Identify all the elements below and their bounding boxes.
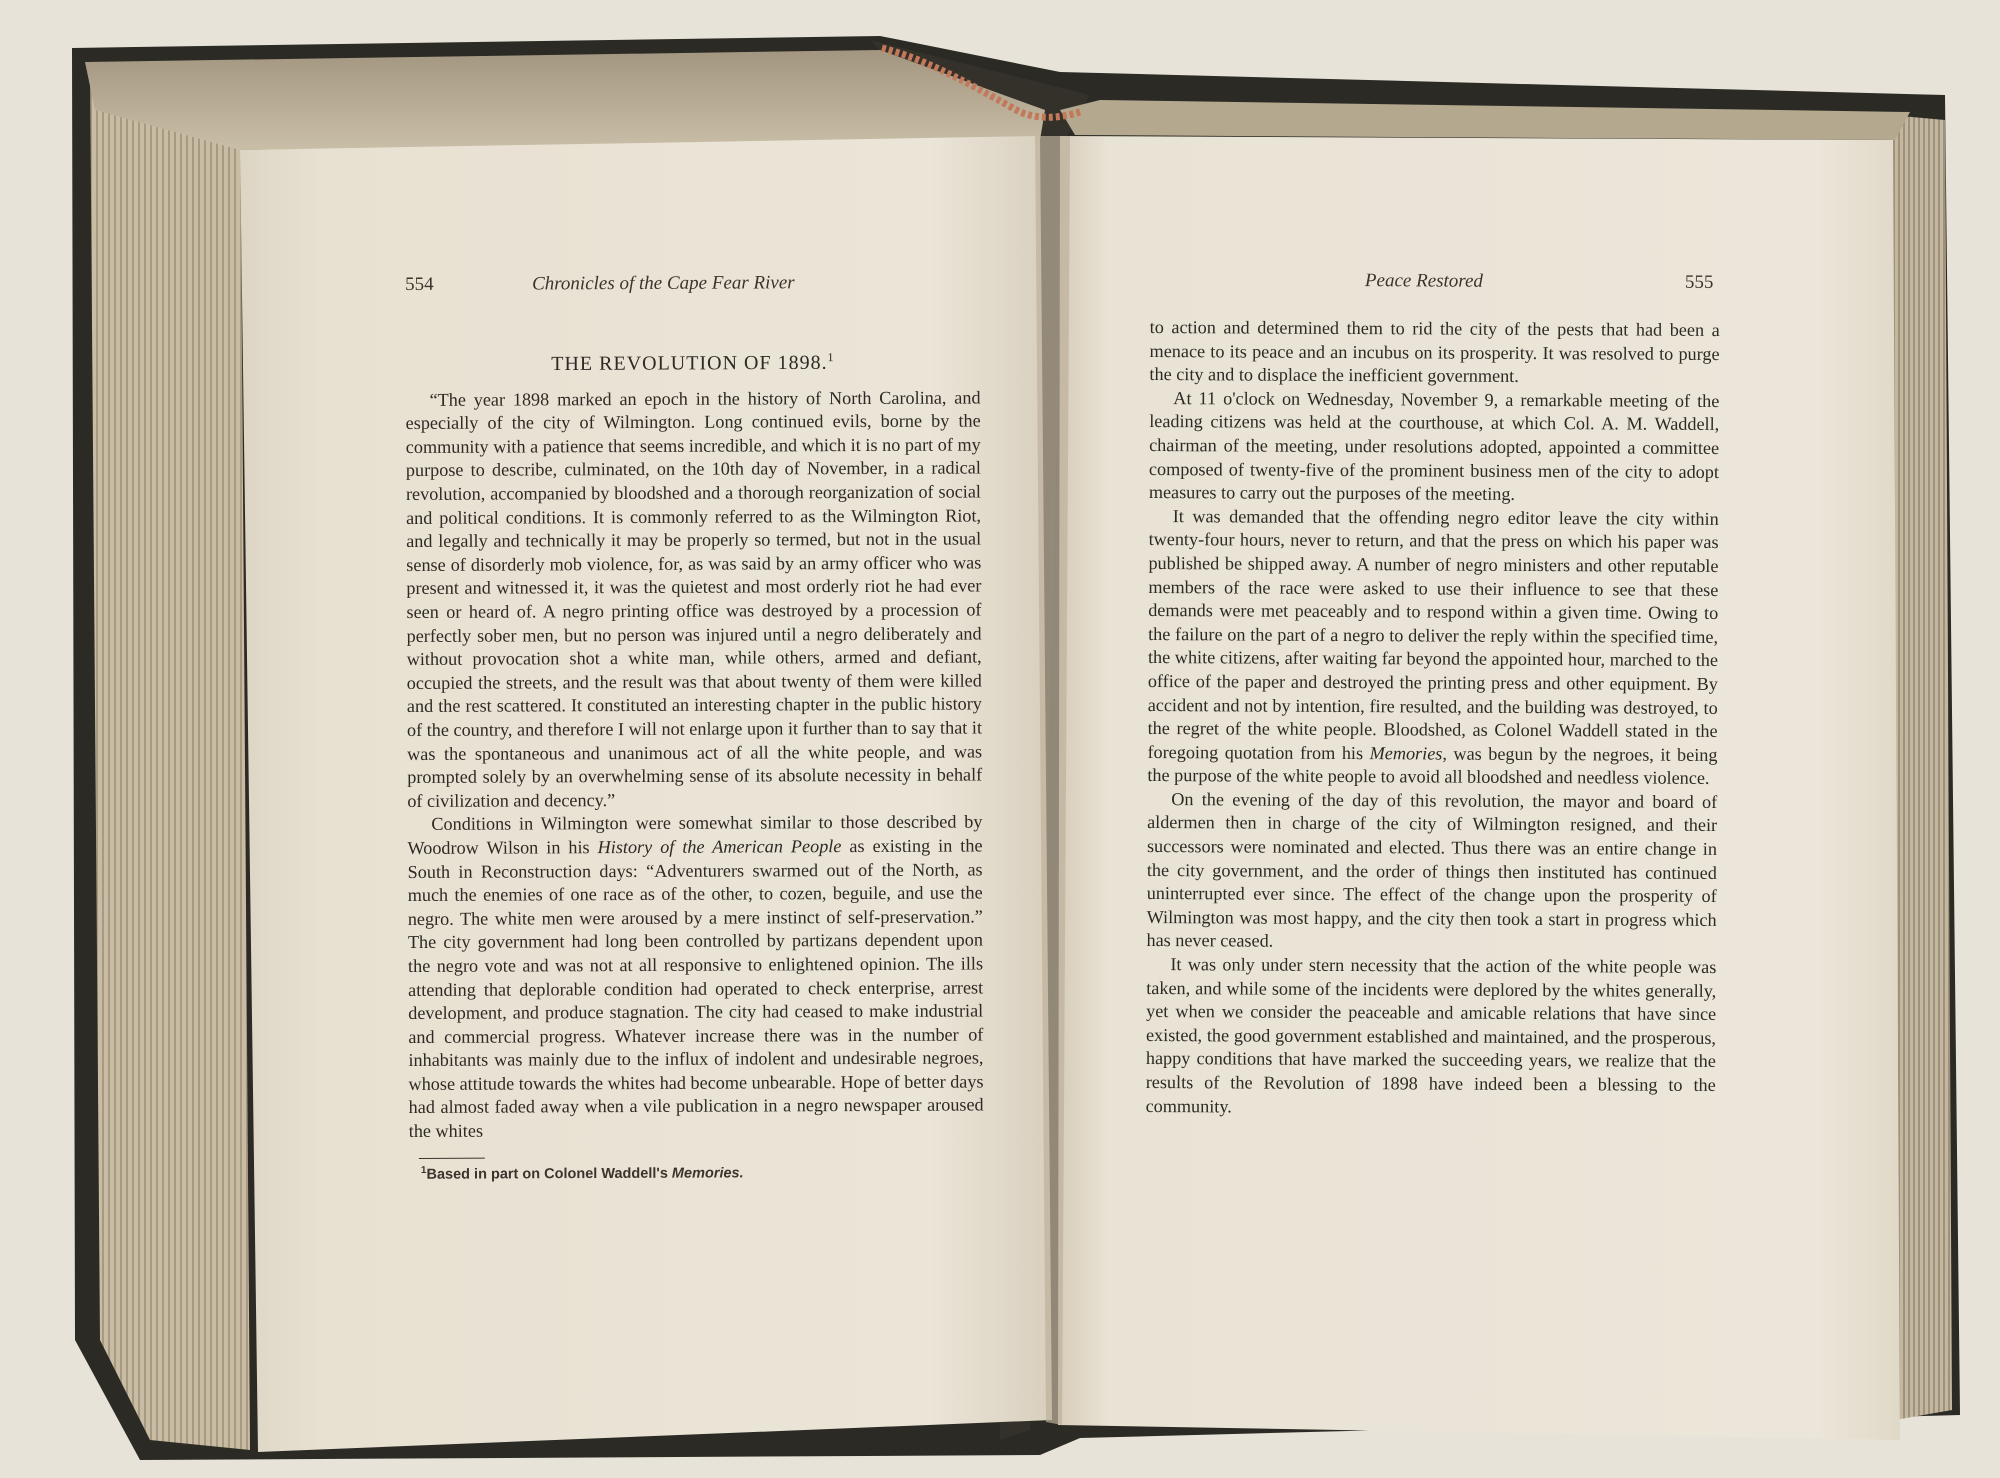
right-paragraph-2: At 11 o'clock on Wednesday, November 9, a remarkable meeting of the leading citizens was held at the courthouse, at which Col. A. M. Waddell, chairman of the meeting, under resolutions adopted, appointed a committee composed of twenty-five of the prominent business men of the city to adopt measures to carry out the purposes of the meeting. [1148, 387, 1720, 505]
left-paragraph-2-italic: History of the American People [597, 836, 842, 858]
left-page-number: 554 [405, 273, 434, 295]
left-top-edge [85, 50, 1045, 150]
right-page-number: 555 [1684, 271, 1714, 293]
left-paragraph-1: “The year 1898 marked an epoch in the history of North Carolina, and especially of the city of Wilmington. Long continued evils, borne by the community with a patience that seems incredible, and which it is no part of my purpose to describe, culminated, on the 10th day of November, in a radical revolution, accompanied by bloodshed and a thorough reorganization of social and political conditions. It is commonly referred to as the Wilmington Riot, and legally and technically it may be properly so termed, but not in the usual sense of disorderly mob violence, for, as was said by an army officer who was present and witnessed it, it was the quietest and most orderly riot he had ever seen or heard of. A negro printing office was destroyed by a procession of perfectly sober men, but no person was injured until a negro deliberately and without provocation shot a white man, while others, armed and defiant, occupied the streets, and the result was that about twenty of them were killed and the rest scattered. It constituted an interesting chapter in the public history of the country, and therefore I will not enlarge upon it further than to say that it was the spontaneous and unanimous act of all the white people, and was prompted solely by an overwhelming sense of its absolute necessity in behalf of civilization and decency.” [405, 387, 983, 811]
left-paragraph-2-a: Conditions in Wilmington were somewhat similar to those described by Woodrow Wilson in his [407, 811, 983, 858]
left-paragraph-2-b: as existing in the South in Reconstruction days: “Adventurers swarmed out of the North, as much the enemies of one race as of the other, to cozen, beguile, and use the negro. The white men were aroused by a mere instinct of self-preservation.” The city government had long been controlled by partizans dependent upon the negro vote and was not at all responsive to enlightened opinion. The ills attending that deplorable condition had operated to check enterprise, arrest development, and produce stagnation. The city had ceased to make industrial and commercial progress. Whatever increase there was in the number of inhabitants was mainly due to the influx of indolent and undesirable negroes, whose attitude towards the whites had become unbearable. Hope of better days had almost faded away when a vile publication in a negro newspaper aroused the whites [407, 835, 984, 1142]
footnote-mark: 1 [420, 1164, 427, 1176]
right-paragraph-1: to action and determined them to rid the city of the pests that had been a menace to its peace and an incubus on its prosperity. It was resolved to purge the city and to displace the inefficient government. [1149, 316, 1720, 387]
right-paragraph-3-italic: Memories, [1369, 742, 1447, 764]
right-page-text [1146, 272, 1720, 1121]
right-paragraph-4: On the evening of the day of this revolution, the mayor and board of aldermen then in charge of the city of Wilmington resigned, and their successors were nominated and elected. Thus there was an entire change in the city government, and the order of things then instituted has continued uninterrupted ever since. The effect of the change upon the prosperity of Wilmington was most happy, and the city then took a start in progress which has never ceased. [1146, 788, 1718, 952]
footnote-text: Based in part on Colonel Waddell's [426, 1165, 672, 1183]
left-running-title: Chronicles of the Cape Fear River [531, 272, 795, 295]
chapter-title [405, 349, 980, 376]
right-paragraph-3 [1147, 505, 1718, 791]
left-page-stack [90, 70, 250, 1450]
right-paragraph-5: It was only under stern necessity that the action of the white people was taken, and while some of the incidents were deplored by the whites generally, yet when we consider the peaceable and amicable relations that have since existed, the good government established and maintained, and the prosperous, happy conditions that have marked the succeeding years, we realize that the results of the Revolution of 1898 have indeed been a blessing to the community. [1145, 954, 1717, 1117]
right-paragraph-3-b: was begun by the negroes, it being the purpose of the white people to avoid all bloodshed and needless violence. [1147, 743, 1718, 789]
footnote-italic: Memories. [671, 1165, 744, 1182]
left-page-text [405, 271, 984, 1182]
right-running-title: Peace Restored [1364, 270, 1484, 292]
right-paragraph-3-a: It was demanded that the offending negro editor leave the city within twenty-four hours, never to return, and that the press on which his paper was published be shipped away. A number of negro ministers and other reputable members of the race were asked to use their influence to see that these demands were met peaceably and to respond within a given time. Owing to the failure on the part of a negro to deliver the reply within the specified time, the white citizens, after waiting far beyond the appointed hour, marched to the office of the paper and destroyed the printing press and other equipment. By accident and not by intention, fire resulted, and the building was destroyed, to the regret of the white people. Bloodshed, as Colonel Waddell stated in the foregoing quotation from his [1147, 505, 1719, 763]
footnote [421, 1162, 984, 1182]
chapter-note-mark: 1 [827, 350, 835, 365]
footnote-rule [419, 1157, 485, 1158]
right-page-stack [1890, 115, 1952, 1420]
chapter-title-text: THE REVOLUTION OF 1898. [551, 351, 828, 376]
left-paragraph-2 [407, 811, 983, 1144]
